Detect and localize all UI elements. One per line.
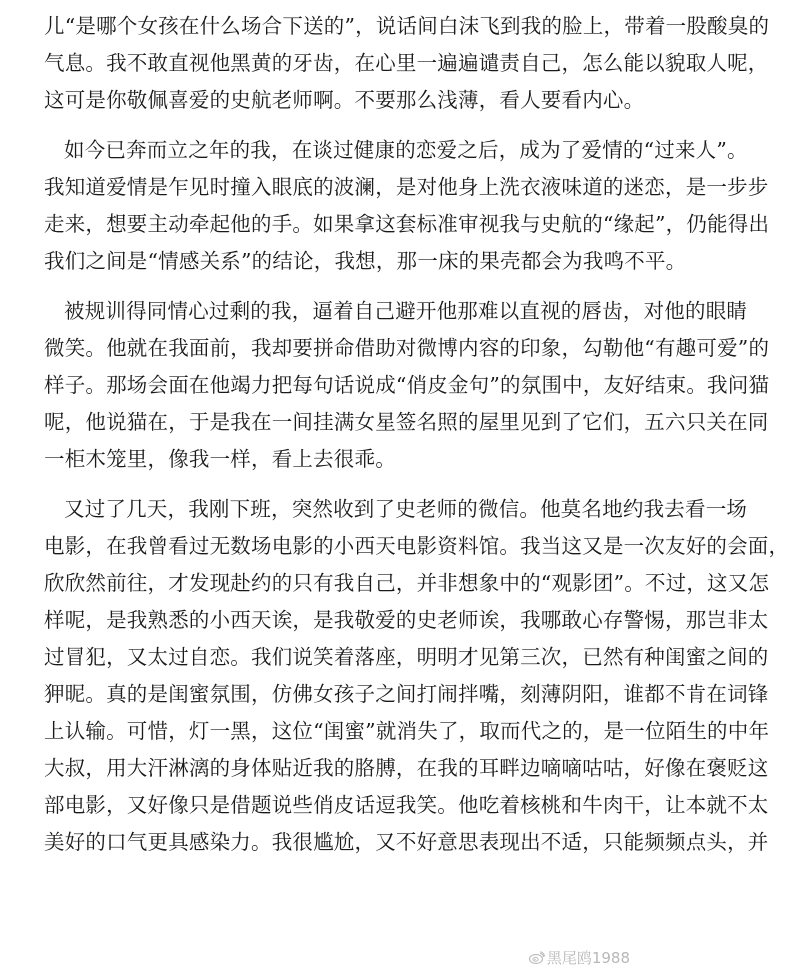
text-line: 被规训得同情心过剩的我，逼着自己避开他那难以直视的唇齿，对他的眼睛 xyxy=(64,299,748,323)
text-line: 儿“是哪个女孩在什么场合下送的”，说话间白沫飞到我的脸上，带着一股酸臭的 xyxy=(44,14,770,38)
text-line: 走来，想要主动牵起他的手。如果拿这套标准审视我与史航的“缘起”，仍能得出 xyxy=(44,212,770,236)
text-line: 上认输。可惜，灯一黑，这位“闺蜜”就消失了，取而代之的，是一位陌生的中年 xyxy=(44,719,770,743)
text-line: 样子。那场会面在他竭力把每句话说成“俏皮金句”的氛围中，友好结束。我问猫 xyxy=(44,373,770,397)
watermark-text: 黑尾鸥1988 xyxy=(546,949,630,967)
text-line: 过冒犯，又太过自恋。我们说笑着落座，明明才见第三次，已然有种闺蜜之间的 xyxy=(44,645,769,669)
text-line: 狎昵。真的是闺蜜氛围，仿佛女孩子之间打闹拌嘴，刻薄阴阳，谁都不肯在词锋 xyxy=(44,682,769,706)
text-line: 电影，在我曾看过无数场电影的小西天电影资料馆。我当这又是一次友好的会面， xyxy=(44,534,789,558)
text-line: 微笑。他就在我面前，我却要拼命借助对微博内容的印象，勾勒他“有趣可爱”的 xyxy=(44,336,770,360)
text-line: 美好的口气更具感染力。我很尴尬，又不好意思表现出不适，只能频频点头，并 xyxy=(44,830,769,854)
text-line: 呢，他说猫在，于是我在一间挂满女星签名照的屋里见到了它们，五六只关在同 xyxy=(44,410,769,434)
text-line: 大叔，用大汗淋漓的身体贴近我的胳膊，在我的耳畔边嘀嘀咕咕，好像在褒贬这 xyxy=(44,756,769,780)
text-line: 气息。我不敢直视他黑黄的牙齿，在心里一遍遍谴责自己，怎么能以貌取人呢， xyxy=(44,51,769,75)
text-line: 欣欣然前往，才发现赴约的只有我自己，并非想象中的“观影团”。不过，这又怎 xyxy=(44,571,770,595)
text-line: 我们之间是“情感关系”的结论，我想，那一床的果壳都会为我鸣不平。 xyxy=(44,249,687,273)
text-line: 又过了几天，我刚下班，突然收到了史老师的微信。他莫名地约我去看一场 xyxy=(64,497,748,521)
text-line: 样呢，是我熟悉的小西天诶，是我敬爱的史老师诶，我哪敢心存警惕，那岂非太 xyxy=(44,608,769,632)
text-line: 我知道爱情是乍见时撞入眼底的波澜，是对他身上洗衣液味道的迷恋，是一步步 xyxy=(44,175,769,199)
text-line: 这可是你敬佩喜爱的史航老师啊。不要那么浅薄，看人要看内心。 xyxy=(44,88,645,112)
weibo-watermark xyxy=(529,948,630,968)
text-line: 部电影，又好像只是借题说些俏皮话逗我笑。他吃着核桃和牛肉干，让本就不太 xyxy=(44,793,769,817)
weibo-icon xyxy=(529,951,545,964)
text-line: 如今已奔而立之年的我，在谈过健康的恋爱之后，成为了爱情的“过来人”。 xyxy=(64,138,748,162)
text-line: 一柜木笼里，像我一样，看上去很乖。 xyxy=(44,447,396,471)
